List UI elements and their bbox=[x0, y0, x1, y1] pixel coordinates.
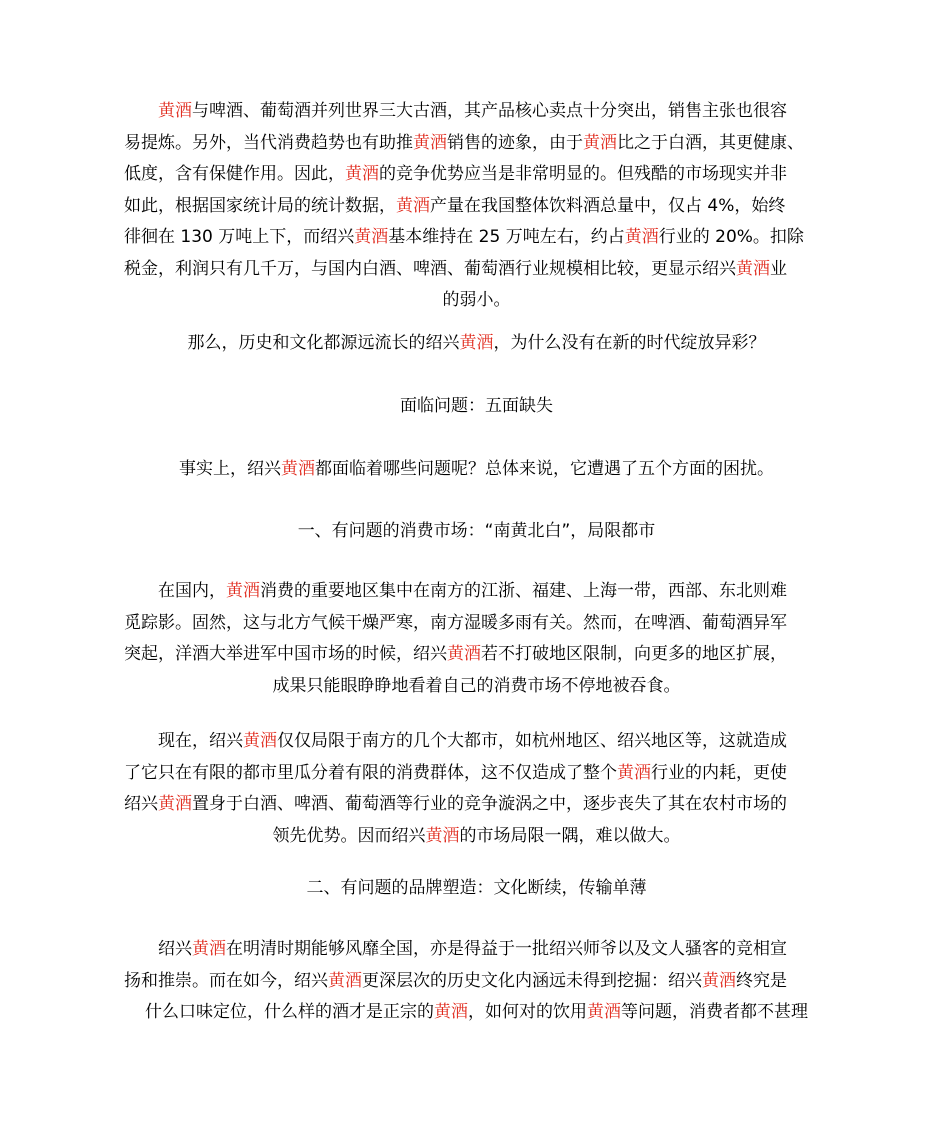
text-line bbox=[124, 96, 829, 128]
text-segment: 绍兴 bbox=[124, 794, 158, 814]
text-line bbox=[124, 516, 829, 548]
text-line bbox=[124, 254, 829, 286]
text-segment: 的竞争优势应当是非常明显的。但残酷的市场现实并非 bbox=[379, 164, 787, 184]
text-line bbox=[124, 128, 829, 160]
keyword-highlight: 黄酒 bbox=[158, 101, 192, 121]
paragraph-p5 bbox=[124, 726, 829, 852]
keyword-highlight: 黄酒 bbox=[624, 227, 659, 247]
text-segment: 基本维持在 25 万吨左右，约占 bbox=[388, 227, 625, 247]
text-segment: 的市场局限一隅，难以做大。 bbox=[459, 825, 681, 846]
text-segment: 成果只能眼睁睁地看着自己的消费市场不停地被吞食。 bbox=[272, 675, 681, 696]
keyword-highlight: 黄酒 bbox=[192, 939, 226, 959]
text-line bbox=[124, 285, 829, 317]
keyword-highlight: 黄酒 bbox=[413, 132, 447, 153]
text-line bbox=[124, 391, 829, 423]
paragraph-p3 bbox=[124, 454, 829, 486]
text-segment: 仅仅局限于南方的几个大都市，如杭州地区、绍兴地区等，这就造成 bbox=[277, 731, 787, 751]
text-line bbox=[124, 159, 829, 191]
text-line bbox=[124, 222, 829, 254]
text-segment: 突起，洋酒大举进军中国市场的时候，绍兴 bbox=[124, 644, 447, 664]
text-line bbox=[124, 873, 829, 905]
keyword-highlight: 黄酒 bbox=[281, 459, 315, 479]
text-segment: 与啤酒、葡萄酒并列世界三大古酒，其产品核心卖点十分突出，销售主张也很容 bbox=[192, 101, 787, 121]
text-segment: 二、有问题的品牌塑造：文化断续，传输单薄 bbox=[306, 878, 647, 898]
keyword-highlight: 黄酒 bbox=[328, 970, 362, 991]
text-segment: 易提炼。另外，当代消费趋势也有助推 bbox=[124, 132, 413, 153]
text-segment: 都面临着哪些问题呢？总体来说，它遭遇了五个方面的困扰。 bbox=[315, 459, 774, 479]
keyword-highlight: 黄酒 bbox=[425, 825, 460, 846]
paragraph-p1 bbox=[124, 96, 829, 317]
text-line bbox=[124, 758, 829, 790]
text-segment: 扬和推崇。而在如今，绍兴 bbox=[124, 970, 328, 991]
paragraph-h3 bbox=[124, 873, 829, 905]
text-line bbox=[124, 191, 829, 223]
text-line bbox=[124, 789, 829, 821]
text-segment: 低度，含有保健作用。因此， bbox=[124, 164, 345, 184]
paragraph-p2 bbox=[124, 328, 829, 360]
text-segment: 税金，利润只有几千万，与国内白酒、啤酒、葡萄酒行业规模相比较，更显示绍兴 bbox=[124, 258, 736, 279]
text-line bbox=[124, 454, 829, 486]
text-segment: 消费的重要地区集中在南方的江浙、福建、上海一带，西部、东北则难 bbox=[260, 581, 787, 601]
paragraph-p4 bbox=[124, 576, 829, 702]
text-segment: 比之于白酒，其更健康、 bbox=[617, 132, 804, 153]
text-line bbox=[124, 726, 829, 758]
text-segment: 觅踪影。固然，这与北方气候干燥严寒，南方湿暖多雨有关。然而，在啤酒、葡萄酒异军 bbox=[124, 612, 787, 633]
text-segment: 徘徊在 130 万吨上下，而绍兴 bbox=[124, 227, 355, 247]
text-segment: 绍兴 bbox=[158, 939, 192, 959]
keyword-highlight: 黄酒 bbox=[459, 333, 494, 353]
text-segment: 在国内， bbox=[158, 581, 226, 601]
paragraph-p6 bbox=[124, 934, 829, 1029]
keyword-highlight: 黄酒 bbox=[447, 644, 481, 664]
keyword-highlight: 黄酒 bbox=[396, 195, 430, 216]
text-segment: 若不打破地区限制，向更多的地区扩展， bbox=[481, 644, 787, 664]
text-segment: 领先优势。因而绍兴 bbox=[272, 825, 426, 846]
text-line bbox=[124, 608, 829, 640]
text-segment: 了它只在有限的都市里瓜分着有限的消费群体，这不仅造成了整个 bbox=[124, 762, 617, 783]
text-segment: 置身于白酒、啤酒、葡萄酒等行业的竞争漩涡之中，逐步丧失了其在农村市场的 bbox=[192, 794, 787, 814]
text-segment: 行业的内耗，更使 bbox=[651, 762, 787, 783]
text-segment: 如此，根据国家统计局的统计数据， bbox=[124, 195, 396, 216]
text-segment: 那么，历史和文化都源远流长的绍兴 bbox=[187, 333, 460, 353]
text-segment: 行业的 20%。扣除 bbox=[658, 227, 804, 247]
text-line bbox=[124, 821, 829, 853]
text-segment: ，如何对的饮用 bbox=[468, 1002, 587, 1022]
keyword-highlight: 黄酒 bbox=[434, 1002, 468, 1022]
text-segment: 销售的迹象，由于 bbox=[447, 132, 583, 153]
text-segment: 面临问题：五面缺失 bbox=[400, 396, 553, 416]
text-segment: 的弱小。 bbox=[442, 290, 511, 310]
text-segment: 现在，绍兴 bbox=[158, 731, 243, 751]
keyword-highlight: 黄酒 bbox=[226, 581, 260, 601]
keyword-highlight: 黄酒 bbox=[702, 970, 736, 991]
paragraph-h1 bbox=[124, 391, 829, 423]
keyword-highlight: 黄酒 bbox=[587, 1002, 621, 1022]
text-line bbox=[124, 966, 829, 998]
text-segment: 等问题，消费者都不甚理 bbox=[621, 1002, 808, 1022]
text-segment: 产量在我国整体饮料酒总量中，仅占 4%，始终 bbox=[430, 195, 786, 216]
text-segment: 在明清时期能够风靡全国，亦是得益于一批绍兴师爷以及文人骚客的竞相宣 bbox=[226, 939, 787, 959]
paragraph-h2 bbox=[124, 516, 829, 548]
text-segment: 事实上，绍兴 bbox=[179, 459, 281, 479]
keyword-highlight: 黄酒 bbox=[617, 762, 651, 783]
text-segment: 一、有问题的消费市场：“南黄北白”，局限都市 bbox=[297, 521, 656, 541]
keyword-highlight: 黄酒 bbox=[158, 794, 192, 814]
keyword-highlight: 黄酒 bbox=[345, 164, 379, 184]
text-line bbox=[124, 671, 829, 703]
text-line bbox=[124, 328, 829, 360]
text-segment: ，为什么没有在新的时代绽放异彩？ bbox=[493, 333, 766, 353]
keyword-highlight: 黄酒 bbox=[243, 731, 277, 751]
text-segment: 终究是 bbox=[736, 970, 787, 991]
text-segment: 业 bbox=[770, 258, 787, 279]
text-segment: 更深层次的历史文化内涵远未得到挖掘：绍兴 bbox=[362, 970, 702, 991]
text-line bbox=[124, 576, 829, 608]
keyword-highlight: 黄酒 bbox=[583, 132, 617, 153]
text-line bbox=[124, 997, 829, 1029]
keyword-highlight: 黄酒 bbox=[736, 258, 770, 279]
text-line bbox=[124, 639, 829, 671]
text-line bbox=[124, 934, 829, 966]
text-segment: 什么口味定位，什么样的酒才是正宗的 bbox=[145, 1002, 434, 1022]
keyword-highlight: 黄酒 bbox=[354, 227, 389, 247]
